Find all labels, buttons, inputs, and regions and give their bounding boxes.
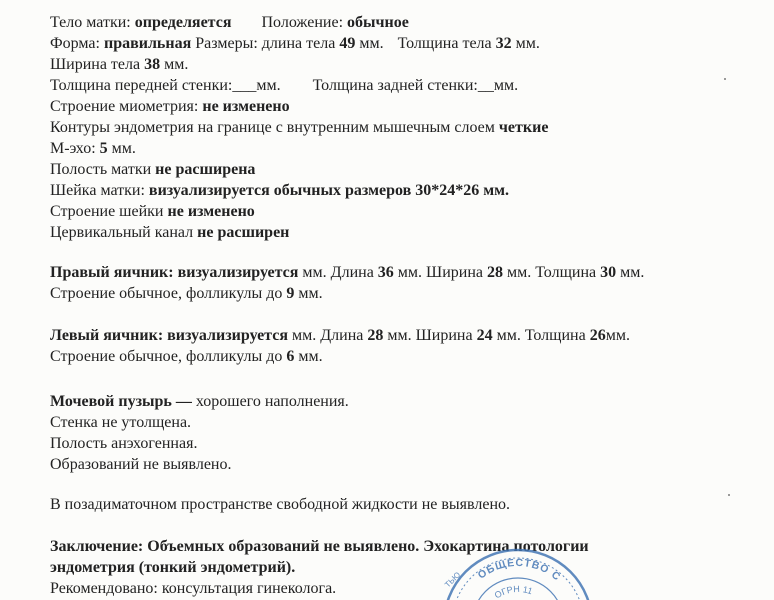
width-label: Ширина тела bbox=[50, 56, 141, 73]
unit-mm: мм. bbox=[397, 264, 423, 281]
thickness-value: 32 bbox=[495, 35, 512, 52]
shape-label: Форма: bbox=[50, 35, 100, 52]
cervical-canal-line bbox=[50, 222, 289, 243]
right-ovary-follicle: 9 bbox=[286, 285, 295, 302]
mecho-line bbox=[50, 138, 136, 159]
width-value: 38 bbox=[144, 56, 161, 73]
right-ovary-visual: визуализируется bbox=[177, 264, 299, 281]
organization-stamp bbox=[438, 548, 598, 600]
thickness-value: 30 bbox=[600, 264, 617, 281]
left-ovary-structure: Строение обычное, фолликулы до bbox=[50, 348, 283, 365]
width-label: Ширина bbox=[426, 264, 483, 281]
unit-mm: мм. bbox=[164, 56, 189, 73]
length-value: 36 bbox=[377, 264, 394, 281]
myometrium-value: не изменено bbox=[202, 98, 290, 115]
wall-thickness-line bbox=[50, 75, 518, 96]
stamp-inner-text bbox=[493, 584, 534, 600]
right-ovary-structure: Строение обычное, фолликулы до bbox=[50, 285, 283, 302]
uterus-body-line bbox=[50, 12, 409, 33]
size-label: Размеры: длина тела bbox=[195, 35, 336, 52]
bladder-formations-line bbox=[50, 454, 231, 475]
myometrium-label: Строение миометрия: bbox=[50, 98, 199, 115]
endometrium-contours-value: четкие bbox=[498, 119, 549, 136]
retrouterine-text: В позадиматочном пространстве свободной жидкости не выявлено. bbox=[50, 496, 511, 513]
thickness-value: 26 bbox=[589, 327, 606, 344]
stamp-text-left: ТЬЮ bbox=[443, 570, 463, 590]
cervix-structure-value: не изменено bbox=[167, 203, 255, 220]
cervix-structure-line bbox=[50, 201, 255, 222]
right-ovary-title: Правый яичник: bbox=[50, 264, 174, 281]
thickness-label: Толщина bbox=[535, 264, 597, 281]
recommendation-line bbox=[50, 578, 336, 599]
unit-mm: мм. bbox=[515, 35, 540, 52]
left-ovary-structure-line bbox=[50, 346, 323, 367]
right-ovary-line bbox=[50, 262, 644, 283]
unit-mm: мм. bbox=[298, 285, 323, 302]
left-ovary-line bbox=[50, 325, 630, 346]
bladder-wall-line bbox=[50, 412, 191, 433]
left-ovary-follicle: 6 bbox=[286, 348, 295, 365]
unit-mm: мм. bbox=[292, 327, 317, 344]
uterus-shape-line bbox=[50, 33, 540, 54]
body-label: Тело матки: bbox=[50, 14, 131, 31]
stamp-arc-text bbox=[476, 557, 563, 584]
recommendation-text: Рекомендовано: консультация гинеколога. bbox=[50, 580, 337, 597]
bladder-cavity-line bbox=[50, 433, 197, 454]
canal-label: Цервикальный канал bbox=[50, 224, 194, 241]
myometrium-line bbox=[50, 96, 290, 117]
width-label: Ширина bbox=[415, 327, 473, 344]
unit-mm: мм. bbox=[387, 327, 412, 344]
right-ovary-structure-line bbox=[50, 283, 323, 304]
stamp-text-top: ОБЩЕСТВО С bbox=[475, 556, 564, 584]
position-value: обычное bbox=[347, 14, 409, 31]
length-value: 49 bbox=[339, 35, 356, 52]
length-label: Длина bbox=[320, 327, 364, 344]
canal-value: не расширен bbox=[197, 224, 290, 241]
cervix-line bbox=[50, 180, 509, 201]
cavity-label: Полость матки bbox=[50, 161, 152, 178]
mecho-label: М-эхо: bbox=[50, 140, 96, 157]
width-value: 28 bbox=[486, 264, 503, 281]
cavity-value: не расширена bbox=[155, 161, 256, 178]
unit-mm: мм. bbox=[620, 264, 645, 281]
cervix-structure-label: Строение шейки bbox=[50, 203, 164, 220]
unit-mm: мм. bbox=[111, 140, 136, 157]
cervix-label: Шейка матки: bbox=[50, 182, 145, 199]
scan-speck bbox=[724, 78, 726, 80]
conclusion-text-cont: эндометрия (тонкий эндометрий). bbox=[50, 559, 296, 576]
bladder-cavity: Полость анэхогенная. bbox=[50, 435, 198, 452]
cervix-value: визуализируется обычных размеров 30*24*26 мм. bbox=[148, 182, 510, 199]
bladder-title: Мочевой пузырь — bbox=[50, 393, 192, 410]
bladder-filling: хорошего наполнения. bbox=[195, 393, 349, 410]
length-value: 28 bbox=[367, 327, 384, 344]
unit-mm: мм. bbox=[605, 327, 630, 344]
width-value: 24 bbox=[476, 327, 493, 344]
conclusion-line-2 bbox=[50, 557, 295, 578]
posterior-wall: Толщина задней стенки:__мм. bbox=[312, 77, 519, 94]
endometrium-contours-label: Контуры эндометрия на границе с внутренним мышечным слоем bbox=[50, 119, 495, 136]
bladder-title-line bbox=[50, 391, 349, 412]
position-label: Положение: bbox=[261, 14, 344, 31]
endometrium-contours-line bbox=[50, 117, 548, 138]
scan-speck bbox=[728, 494, 730, 496]
unit-mm: мм. bbox=[506, 264, 532, 281]
length-label: Длина bbox=[330, 264, 374, 281]
unit-mm: мм. bbox=[302, 264, 327, 281]
uterus-width-line bbox=[50, 54, 188, 75]
unit-mm: мм. bbox=[496, 327, 521, 344]
conclusion-text: Заключение: Объемных образований не выявлено. Эхокартина потологии bbox=[50, 538, 589, 555]
bladder-formations: Образований не выявлено. bbox=[50, 456, 232, 473]
retrouterine-line bbox=[50, 494, 510, 515]
shape-value: правильная bbox=[103, 35, 192, 52]
mecho-value: 5 bbox=[99, 140, 108, 157]
anterior-wall: Толщина передней стенки:___мм. bbox=[50, 77, 281, 94]
cavity-line bbox=[50, 159, 255, 180]
thickness-label: Толщина bbox=[524, 327, 586, 344]
unit-mm: мм. bbox=[298, 348, 323, 365]
unit-mm: мм. bbox=[359, 35, 384, 52]
stamp-text-ogrn: ОГРН 11 bbox=[492, 583, 534, 600]
body-value: определяется bbox=[134, 14, 232, 31]
left-ovary-visual: визуализируется bbox=[167, 327, 288, 344]
thickness-label: Толщина тела bbox=[397, 35, 492, 52]
bladder-wall: Стенка не утолщена. bbox=[50, 414, 192, 431]
left-ovary-title: Левый яичник: bbox=[50, 327, 164, 344]
